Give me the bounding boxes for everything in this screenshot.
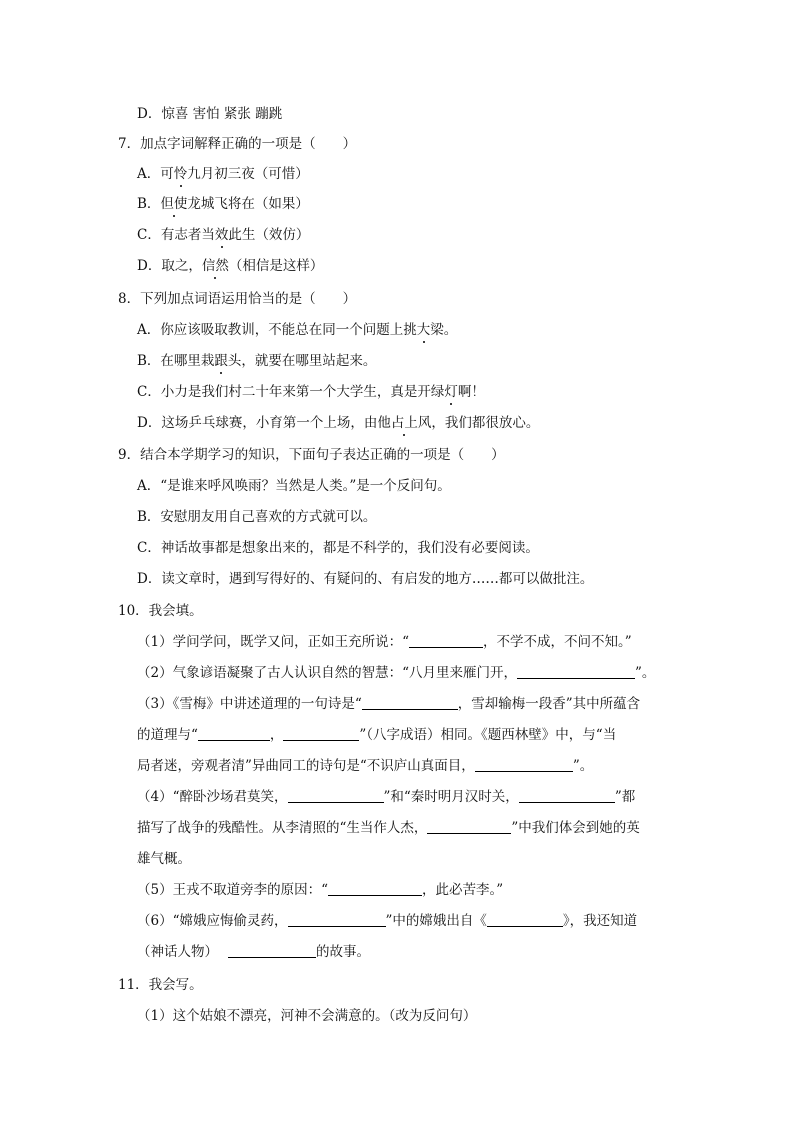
q8-option-b: B．在哪里栽跟头，就要在哪里站起来。 [137,353,377,369]
q10-item-4-line-3: 雄气概。 [137,851,191,867]
q10-item-4-line-1: （4）“醉卧沙场君莫笑， ”和“秦时明月汉时关， ”都 [137,789,636,805]
answer-blank[interactable] [517,664,635,679]
q8-stem: 8．下列加点词语运用恰当的是（ ） [118,291,357,307]
q8-option-d: D．这场乒乓球赛，小育第一个上场，由他占上风，我们都很放心。 [137,415,540,431]
q10-item-3-line-2: 的道理与“ ， ”（八字成语）相同。《题西林壁》中，与“当 [137,727,617,743]
q9-stem: 9．结合本学期学习的知识，下面句子表达正确的一项是（ ） [118,447,505,463]
answer-blank[interactable] [198,726,270,741]
answer-blank[interactable] [487,912,563,927]
q10-item-6-line-1: （6）“嫦娥应悔偷灵药， ”中的嫦娥出自《 》，我还知道 [137,913,638,929]
answer-blank[interactable] [519,788,615,803]
q10-item-3-line-1: （3）《雪梅》中讲述道理的一句诗是“ ，雪却输梅一段香”其中所蕴含 [137,696,641,712]
answer-blank[interactable] [283,726,359,741]
q7-option-c: C．有志者当效此生（效仿） [137,227,310,243]
q11-stem: 11．我会写。 [118,977,203,993]
answer-blank[interactable] [362,695,458,710]
q10-item-5: （5）王戎不取道旁李的原因：“ ，此必苦李。” [137,882,504,898]
q8-option-a: A．你应该吸取教训，不能总在同一个问题上挑大梁。 [137,322,458,338]
answer-blank[interactable] [427,819,511,834]
q9-option-b: B．安慰朋友用自己喜欢的方式就可以。 [137,509,377,525]
q10-item-2: （2）气象谚语凝聚了古人认识自然的智慧：“八月里来雁门开， ”。 [137,665,656,681]
q9-option-a: A．“是谁来呼风唤雨？当然是人类。”是一个反问句。 [137,478,451,494]
answer-blank[interactable] [228,943,316,958]
q10-item-6-line-2: （神话人物） 的故事。 [137,944,370,960]
q8-option-c: C．小力是我们村二十年来第一个大学生，真是开绿灯啊！ [137,384,485,400]
q9-option-d: D．读文章时，遇到写得好的、有疑问的、有启发的地方……都可以做批注。 [137,571,594,587]
q7-option-a: A．可怜九月初三夜（可惜） [137,166,309,182]
q7-stem: 7．加点字词解释正确的一项是（ ） [118,136,357,152]
answer-blank[interactable] [409,633,483,648]
q11-item-1: （1）这个姑娘不漂亮，河神不会满意的。（改为反问句） [137,1008,477,1024]
answer-blank[interactable] [288,788,384,803]
q7-option-d: D．取之，信然（相信是这样） [137,258,324,274]
q6-option-d: D．惊喜 害怕 紧张 蹦跳 [137,106,283,122]
q10-item-3-line-3: 局者迷，旁观者清”异曲同工的诗句是“不识庐山真面目， ”。 [137,758,594,774]
q7-option-b: B．但使龙城飞将在（如果） [137,196,309,212]
q10-item-4-line-2: 描写了战争的残酷性。从李清照的“生当作人杰， ”中我们体会到她的英 [137,820,640,836]
q10-item-1: （1）学问学问，既学又问，正如王充所说：“ ，不学不成，不问不知。” [137,634,632,650]
q10-stem: 10．我会填。 [118,603,203,619]
q9-option-c: C．神话故事都是想象出来的，都是不科学的，我们没有必要阅读。 [137,540,539,556]
answer-blank[interactable] [475,757,573,772]
answer-blank[interactable] [288,912,386,927]
answer-blank[interactable] [328,881,422,896]
